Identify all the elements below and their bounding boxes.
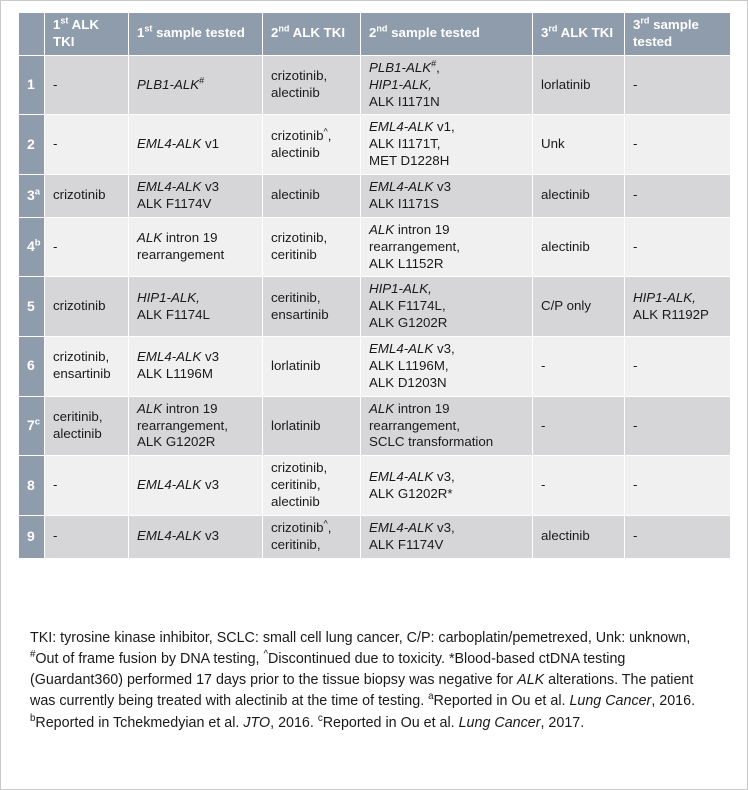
- cell-smp2: HIP1-ALK, ALK F1174L, ALK G1202R: [361, 277, 533, 337]
- cell-tki2: lorlatinib: [263, 337, 361, 397]
- cell-tki3: -: [533, 456, 625, 516]
- table-row: [19, 456, 731, 516]
- cell-tki1: -: [45, 55, 129, 115]
- table-row: [19, 55, 731, 115]
- cell-smp3: -: [625, 55, 731, 115]
- cell-tki1: -: [45, 217, 129, 277]
- cell-smp3: -: [625, 337, 731, 397]
- cell-smp1: EML4-ALK v1: [129, 115, 263, 175]
- cell-smp3: HIP1-ALK, ALK R1192P: [625, 277, 731, 337]
- cell-smp2: EML4-ALK v1, ALK I1171T, MET D1228H: [361, 115, 533, 175]
- cell-smp1: HIP1-ALK, ALK F1174L: [129, 277, 263, 337]
- cell-tki3: lorlatinib: [533, 55, 625, 115]
- cell-tki3: -: [533, 396, 625, 456]
- cell-smp3: -: [625, 456, 731, 516]
- cell-smp2: EML4-ALK v3, ALK F1174V: [361, 515, 533, 558]
- alk-resistance-table-container: [18, 12, 730, 616]
- cell-smp1: EML4-ALK v3 ALK L1196M: [129, 337, 263, 397]
- cell-smp1: PLB1-ALK#: [129, 55, 263, 115]
- row-number-5: 5: [19, 277, 45, 337]
- cell-tki2: lorlatinib: [263, 396, 361, 456]
- column-header-smp3: 3rd sample tested: [625, 13, 731, 56]
- cell-smp2: PLB1-ALK#, HIP1-ALK, ALK I1171N: [361, 55, 533, 115]
- cell-tki2: crizotinib, ceritinib: [263, 217, 361, 277]
- table-footnote: TKI: tyrosine kinase inhibitor, SCLC: small cell lung cancer, C/P: carboplatin/pemetrexed, Unk: unknown, #Out of frame fusion by DNA testing, ^Discontinued due to toxicity. *Blood-based ctDNA testing (Guardant360) performed 17 days prior to the tissue biopsy was negative for ALK alterations. The patient was currently being treated with alectinib at the time of testing. $^a$Reported in Ou et al. Lung Cancer, 2016. $^b$Reported in Tchekmedyian et al. JTO, 2016. $^c$Reported in Ou et al. Lung Cancer, 2017.: [30, 630, 696, 731]
- cell-tki3: alectinib: [533, 515, 625, 558]
- row-number-1: 1: [19, 55, 45, 115]
- column-header-tki1: 1st ALK TKI: [45, 13, 129, 56]
- cell-tki1: crizotinib: [45, 277, 129, 337]
- table-row: [19, 277, 731, 337]
- cell-tki2: crizotinib, alectinib: [263, 55, 361, 115]
- table-header-corner: [19, 13, 45, 56]
- row-number-8: 8: [19, 456, 45, 516]
- row-number-7: 7$^c$: [19, 396, 45, 456]
- cell-tki3: Unk: [533, 115, 625, 175]
- cell-tki3: alectinib: [533, 175, 625, 218]
- cell-smp3: -: [625, 175, 731, 218]
- table-header-row: [19, 13, 731, 56]
- table-body: [19, 55, 731, 558]
- alk-resistance-table: [18, 12, 730, 559]
- column-header-tki2: 2nd ALK TKI: [263, 13, 361, 56]
- cell-tki3: C/P only: [533, 277, 625, 337]
- cell-smp2: ALK intron 19 rearrangement, SCLC transformation: [361, 396, 533, 456]
- table-row: [19, 115, 731, 175]
- cell-tki3: alectinib: [533, 217, 625, 277]
- cell-tki1: -: [45, 115, 129, 175]
- cell-tki3: -: [533, 337, 625, 397]
- cell-tki2: alectinib: [263, 175, 361, 218]
- cell-tki2: ceritinib, ensartinib: [263, 277, 361, 337]
- row-number-4: 4$^b$: [19, 217, 45, 277]
- table-row: [19, 175, 731, 218]
- cell-tki1: crizotinib: [45, 175, 129, 218]
- row-number-3: 3$^a$: [19, 175, 45, 218]
- table-row: [19, 337, 731, 397]
- cell-smp2: ALK intron 19 rearrangement, ALK L1152R: [361, 217, 533, 277]
- cell-tki2: crizotinib^, alectinib: [263, 115, 361, 175]
- cell-tki1: -: [45, 515, 129, 558]
- cell-tki1: crizotinib, ensartinib: [45, 337, 129, 397]
- table-row: [19, 515, 731, 558]
- cell-tki2: crizotinib, ceritinib, alectinib: [263, 456, 361, 516]
- row-number-2: 2: [19, 115, 45, 175]
- cell-tki1: -: [45, 456, 129, 516]
- cell-smp2: EML4-ALK v3, ALK L1196M, ALK D1203N: [361, 337, 533, 397]
- column-header-smp1: 1st sample tested: [129, 13, 263, 56]
- column-header-tki3: 3rd ALK TKI: [533, 13, 625, 56]
- table-header: [19, 13, 731, 56]
- cell-smp3: -: [625, 217, 731, 277]
- cell-smp2: EML4-ALK v3, ALK G1202R*: [361, 456, 533, 516]
- cell-smp1: EML4-ALK v3: [129, 515, 263, 558]
- column-header-smp2: 2nd sample tested: [361, 13, 533, 56]
- cell-smp3: -: [625, 115, 731, 175]
- cell-smp3: -: [625, 515, 731, 558]
- row-number-9: 9: [19, 515, 45, 558]
- cell-smp1: ALK intron 19 rearrangement: [129, 217, 263, 277]
- cell-tki2: crizotinib^, ceritinib,: [263, 515, 361, 558]
- cell-smp3: -: [625, 396, 731, 456]
- cell-smp2: EML4-ALK v3 ALK I1171S: [361, 175, 533, 218]
- table-row: [19, 217, 731, 277]
- row-number-6: 6: [19, 337, 45, 397]
- table-row: [19, 396, 731, 456]
- cell-smp1: EML4-ALK v3: [129, 456, 263, 516]
- cell-tki1: ceritinib, alectinib: [45, 396, 129, 456]
- cell-smp1: EML4-ALK v3 ALK F1174V: [129, 175, 263, 218]
- cell-smp1: ALK intron 19 rearrangement, ALK G1202R: [129, 396, 263, 456]
